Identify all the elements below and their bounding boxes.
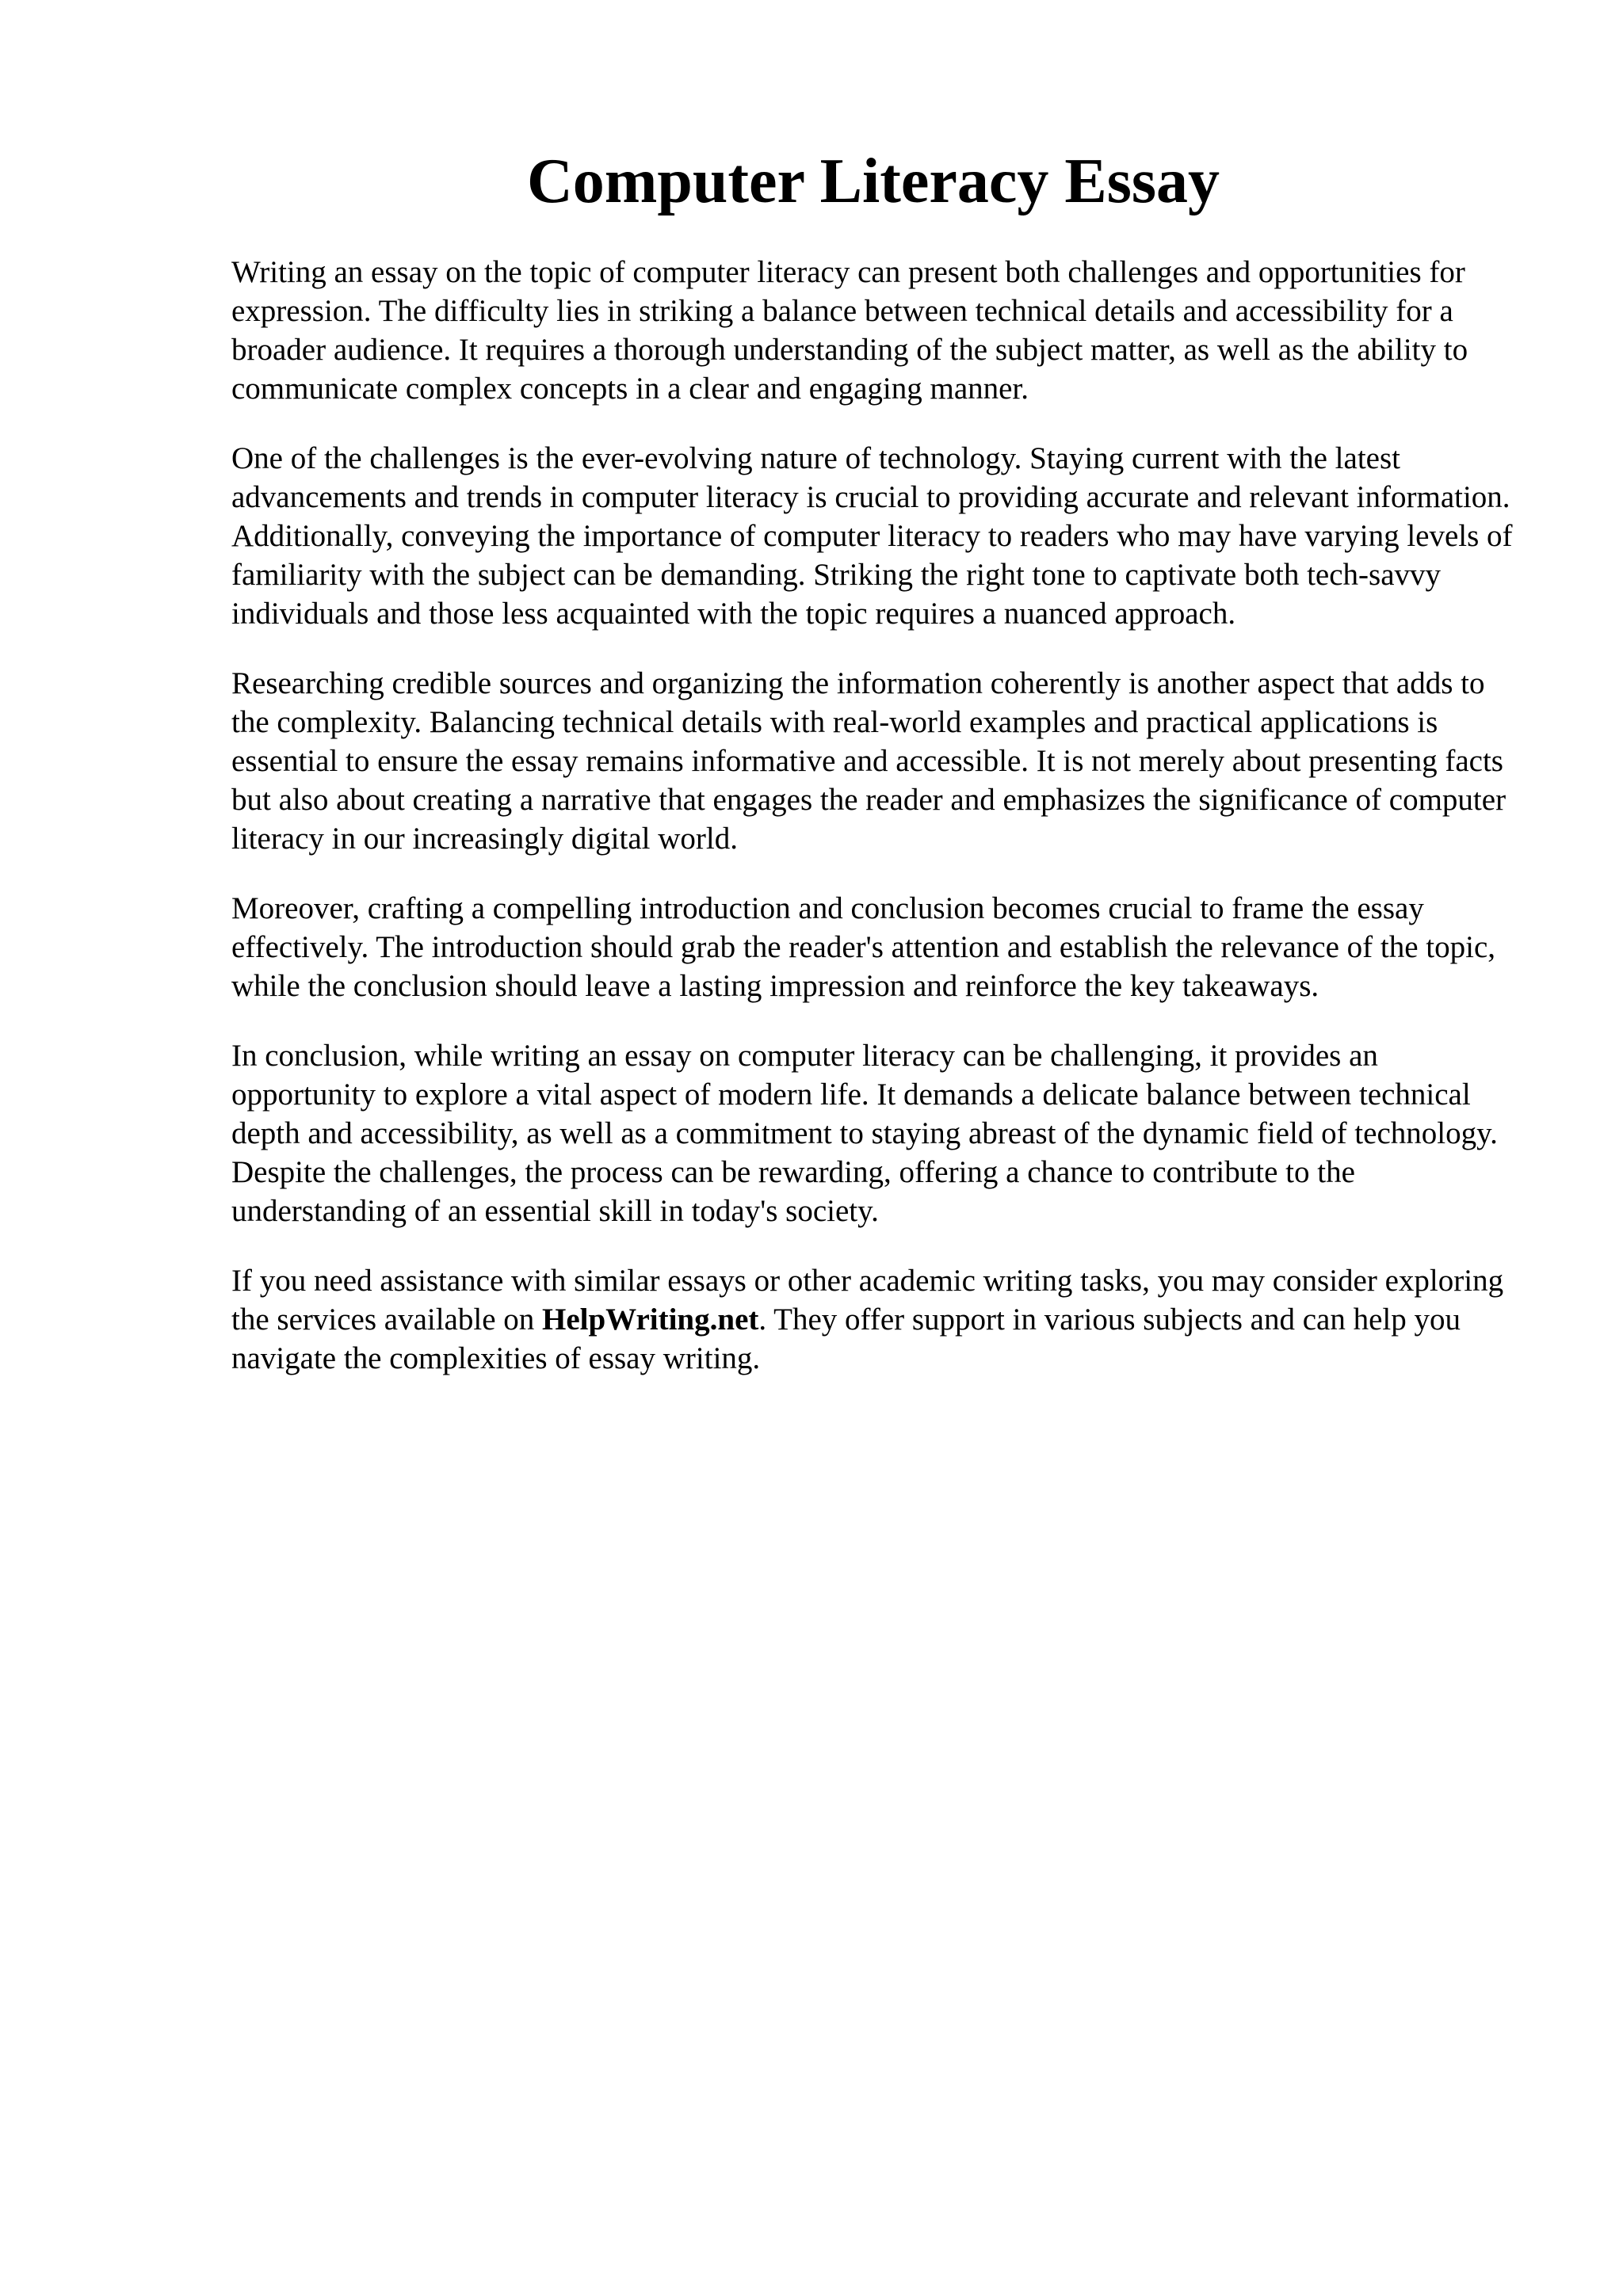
paragraph-conclusion: In conclusion, while writing an essay on computer literacy can be challenging, it provides an opportunity to explore a vital aspect of modern life. It demands a delicate balance between technical depth and accessibility, as well as a commitment to staying abreast of the dynamic field of technology. Despite the challenges, the process can be rewarding, offering a chance to contribute to the understanding of an essential skill in today's society. — [231, 1039, 1498, 1228]
paragraph-closing — [231, 1261, 1515, 1378]
paragraph-introduction-conclusion: Moreover, crafting a compelling introduction and conclusion becomes crucial to frame the essay effectively. The introduction should grab the reader's attention and establish the relevance of the topic, while the conclusion should leave a lasting impression and reinforce the key takeaways. — [231, 891, 1496, 1003]
helpwriting-link[interactable]: HelpWriting.net — [542, 1302, 759, 1337]
document-content — [231, 147, 1515, 1409]
document-title: Computer Literacy Essay — [527, 147, 1220, 216]
closing-text-after: . They offer support in various subjects and can help you navigate the complexities of essay writing. — [231, 1302, 1461, 1375]
paragraph-challenges: One of the challenges is the ever-evolving nature of technology. Staying current with the latest advancements and trends in computer literacy is crucial to providing accurate and relevant information. Additionally, conveying the importance of computer literacy to readers who may have varying levels of familiarity with the subject can be demanding. Striking the right tone to captivate both tech-savvy individuals and those less acquainted with the topic requires a nuanced approach. — [231, 441, 1513, 631]
closing-text-before: If you need assistance with similar essays or other academic writing tasks, you may consider exploring the services available on — [231, 1264, 1504, 1337]
paragraph-intro: Writing an essay on the topic of computer literacy can present both challenges and opportunities for expression. The difficulty lies in striking a balance between technical details and accessibility for a broader audience. It requires a thorough understanding of the subject matter, as well as the ability to communicate complex concepts in a clear and engaging manner. — [231, 255, 1468, 406]
paragraph-research: Researching credible sources and organizing the information coherently is another aspect that adds to the complexity. Balancing technical details with real-world examples and practical applications is essential to ensure the essay remains informative and accessible. It is not merely about presenting facts but also about creating a narrative that engages the reader and emphasizes the significance of computer literacy in our increasingly digital world. — [231, 666, 1507, 856]
